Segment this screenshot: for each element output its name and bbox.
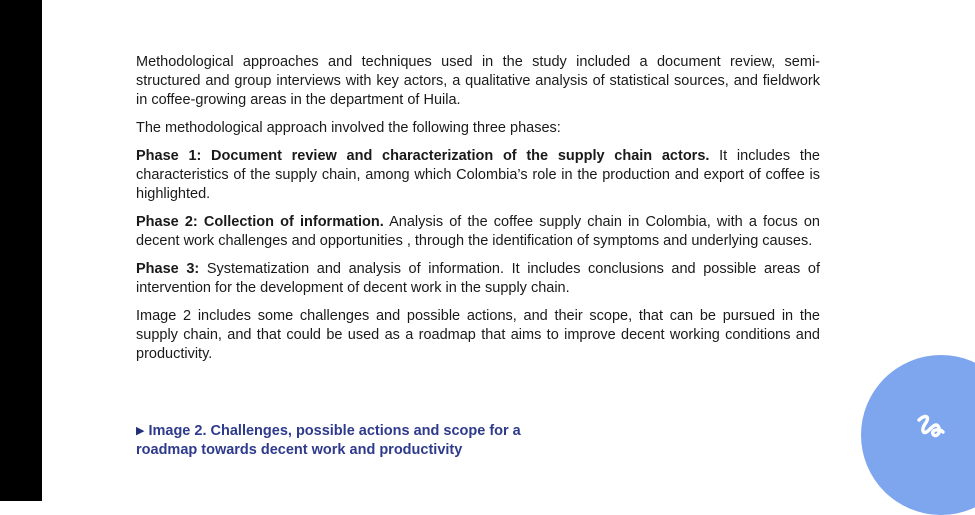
document-body xyxy=(136,53,820,373)
scribble-icon[interactable] xyxy=(911,408,951,448)
image-caption xyxy=(136,422,556,460)
intro-paragraph: Methodological approaches and techniques used in the study included a document review, semi-structured and group interviews with key actors, a qualitative analysis of statistical sources, and fieldwork in coffee-growing areas in the department of Huila. xyxy=(136,54,820,108)
phase-2-text: Analysis of the coffee supply chain in Colombia, with a focus on decent work challenges and opportunities , through the identification of symptoms and underlying causes. xyxy=(136,214,820,249)
left-black-bar xyxy=(0,0,42,501)
caption-arrow-icon: ▶ xyxy=(136,425,145,437)
caption-text: Image 2. Challenges, possible actions and scope for a roadmap towards decent work and productivity xyxy=(136,423,521,458)
phase-3-title: Phase 3: xyxy=(136,261,200,277)
phase-1-title: Phase 1: Document review and characterization of the supply chain actors. xyxy=(136,148,710,164)
phase-1-text: It includes the characteristics of the supply chain, among which Colombia’s role in the production and export of coffee is highlighted. xyxy=(136,148,820,202)
phase-2-paragraph xyxy=(136,213,820,251)
phase-3-paragraph xyxy=(136,260,820,298)
phase-2-title: Phase 2: Collection of information. xyxy=(136,214,384,230)
phase-1-paragraph xyxy=(136,147,820,204)
phase-3-text: Systematization and analysis of information. It includes conclusions and possible areas of intervention for the development of decent work in the supply chain. xyxy=(136,261,820,296)
closing-paragraph: Image 2 includes some challenges and possible actions, and their scope, that can be pursued in the supply chain, and that could be used as a roadmap that aims to improve decent working conditions and productivity. xyxy=(136,308,820,362)
phases-intro: The methodological approach involved the following three phases: xyxy=(136,120,561,136)
